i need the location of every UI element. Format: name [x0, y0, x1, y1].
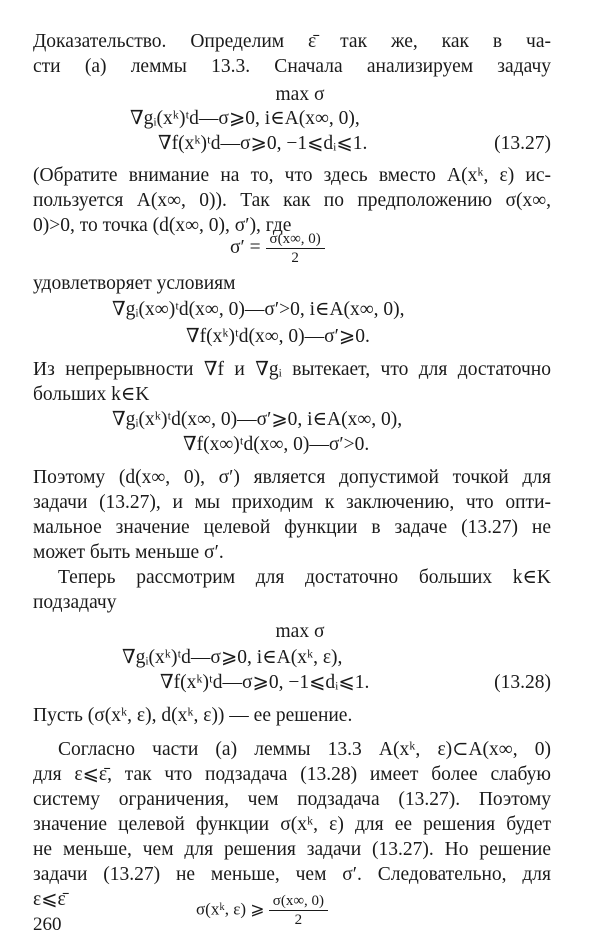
text-line: Пусть (σ(xᵏ, ε), d(xᵏ, ε)) — ее решение. [33, 705, 353, 726]
objective-max-sigma: max σ [275, 621, 325, 642]
text-line: значение целевой функции σ(xᵏ, ε) для ее решения будет [33, 814, 551, 835]
final-inequality [196, 892, 328, 929]
constraint-line: ∇f(xᵏ)ᵗd—σ⩾0, −1⩽dᵢ⩽1. [158, 133, 368, 154]
constraint-line: ∇gᵢ(x∞)ᵗd(x∞, 0)—σ′>0, i∈A(x∞, 0), [112, 299, 405, 320]
text-line: Согласно части (а) леммы 13.3 A(xᵏ, ε)⊂A(x∞, 0) [58, 739, 551, 760]
text-line: для ε⩽ε̄, так что подзадача (13.28) имеет более слабую [33, 764, 551, 785]
text-line: больших k∈K [33, 384, 150, 405]
text-line: задачи (13.27), и мы приходим к заключению, что опти- [33, 492, 551, 513]
fraction [269, 892, 328, 929]
page-number: 260 [33, 914, 62, 935]
text-line: Доказательство. Определим ε̄ так же, как в ча- [33, 31, 551, 52]
text-line: мальное значение целевой функции в задаче (13.27) не [33, 517, 551, 538]
text-line: может быть меньше σ′. [33, 542, 224, 563]
text-line: удовлетворяет условиям [33, 273, 236, 294]
text-line: систему ограничения, чем подзадача (13.27). Поэтому [33, 789, 551, 810]
fraction [266, 230, 325, 267]
text-line: Теперь рассмотрим для достаточно больших k∈K [58, 567, 551, 588]
fraction-numerator: σ(x∞, 0) [266, 230, 325, 249]
equation-number: (13.28) [494, 672, 551, 693]
equation-number: (13.27) [494, 133, 551, 154]
text-line: (Обратите внимание на то, что здесь вместо A(xᵏ, ε) ис- [33, 165, 551, 186]
constraint-line: ∇f(xᵏ)ᵗd(x∞, 0)—σ′⩾0. [186, 326, 370, 347]
fraction-numerator: σ(x∞, 0) [269, 892, 328, 911]
objective-max-sigma: max σ [275, 84, 325, 105]
text-line: подзадачу [33, 592, 117, 613]
formula-lhs: σ′ = [230, 236, 261, 258]
sigma-prime-definition [230, 230, 325, 267]
text-line: ε⩽ε̄ [33, 889, 66, 910]
constraint-line: ∇gᵢ(xᵏ)ᵗd—σ⩾0, i∈A(xᵏ, ε), [122, 647, 343, 668]
constraint-line: ∇f(xᵏ)ᵗd—σ⩾0, −1⩽dᵢ⩽1. [160, 672, 370, 693]
constraint-line: ∇gᵢ(xᵏ)ᵗd—σ⩾0, i∈A(x∞, 0), [130, 108, 360, 129]
fraction-denominator: 2 [294, 912, 303, 928]
formula-lhs: σ(xᵏ, ε) ⩾ [196, 899, 265, 919]
text-line: пользуется A(x∞, 0)). Так как по предположению σ(x∞, [33, 190, 551, 211]
constraint-line: ∇f(x∞)ᵗd(x∞, 0)—σ′>0. [183, 434, 370, 455]
text-line: задачи (13.27) не меньше, чем σ′. Следовательно, для [33, 864, 551, 885]
text-line: 0)>0, то точка (d(x∞, 0), σ′), где [33, 215, 292, 236]
text-line: Из непрерывности ∇f и ∇gᵢ вытекает, что для достаточно [33, 359, 551, 380]
text-line: не меньше, чем для решения задачи (13.27). Но решение [33, 839, 551, 860]
text-line: сти (а) леммы 13.3. Сначала анализируем задачу [33, 56, 551, 77]
fraction-denominator: 2 [291, 250, 299, 266]
text-line: Поэтому (d(x∞, 0), σ′) является допустимой точкой для [33, 467, 551, 488]
constraint-line: ∇gᵢ(xᵏ)ᵗd(x∞, 0)—σ′⩾0, i∈A(x∞, 0), [112, 409, 403, 430]
